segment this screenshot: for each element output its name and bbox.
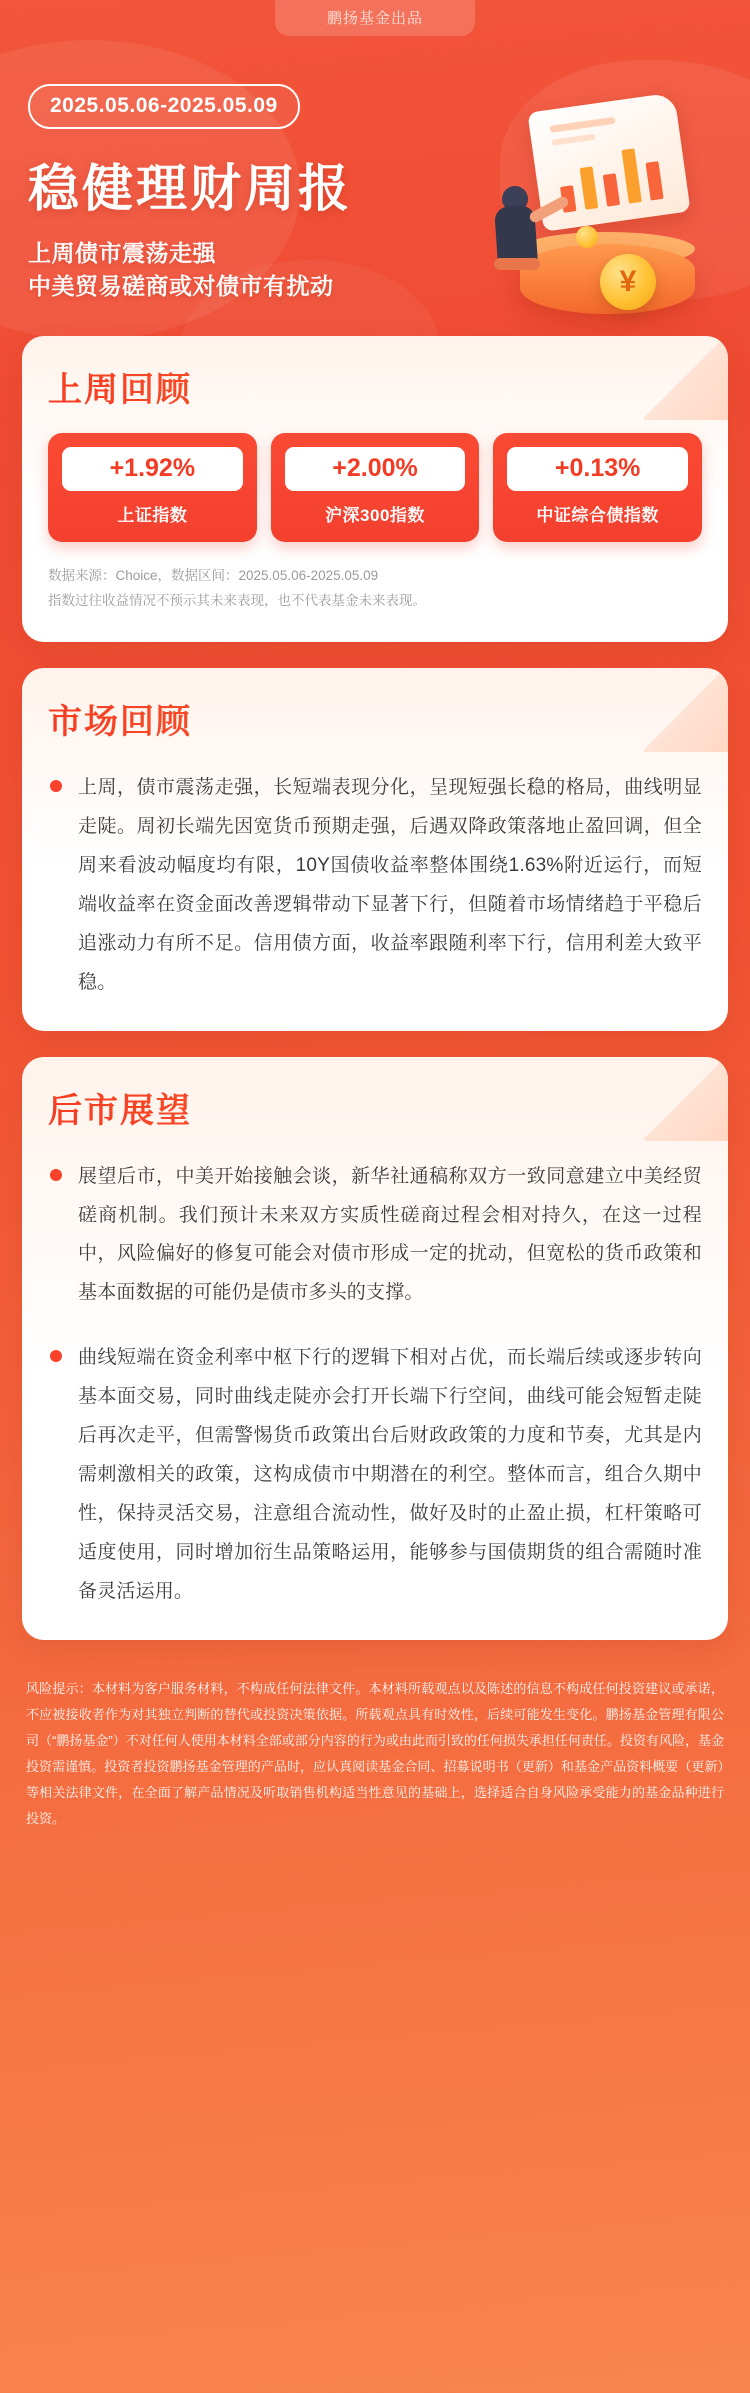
date-range-badge: 2025.05.06-2025.05.09 <box>28 84 300 129</box>
stat-item <box>48 433 257 542</box>
stat-label: 沪深300指数 <box>325 506 425 525</box>
outlook-paragraph-row <box>48 1158 702 1314</box>
data-source-line1: 数据来源：Choice，数据区间：2025.05.06-2025.05.09 <box>48 568 379 583</box>
market-review-card <box>22 668 728 1031</box>
index-stats-row <box>48 433 702 542</box>
document-line <box>551 134 595 146</box>
chart-bar <box>603 173 620 206</box>
hero-illustration <box>480 94 740 334</box>
coin-small-icon <box>576 226 598 248</box>
stat-item <box>271 433 480 542</box>
review-card <box>22 336 728 642</box>
hero-section <box>0 36 750 336</box>
stat-value: +2.00% <box>285 447 466 491</box>
outlook-paragraph: 曲线短端在资金利率中枢下行的逻辑下相对占优，而长端后续或逐步转向基本面交易，同时曲线走陡亦会打开长端下行空间，曲线可能会短暂走陡后再次走平，但需警惕货币政策出台后财政政策的力度和节奏，尤其是内需刺激相关的政策，这构成债市中期潜在的利空。整体而言，组合久期中性，保持灵活交易，注意组合流动性，做好及时的止盈止损，杠杆策略可适度使用，同时增加衍生品策略运用，能够参与国债期货的组合需随时准备灵活运用。 <box>78 1347 702 1602</box>
risk-disclaimer: 风险提示：本材料为客户服务材料，不构成任何法律文件。本材料所载观点以及陈述的信息不构成任何投资建议或承诺，不应被接收者作为对其独立判断的替代或投资决策依据。所载观点具有时效性，后续可能发生变化。鹏扬基金管理有限公司（“鹏扬基金”）不对任何人使用本材料全部或部分内容的行为或由此而引致的任何损失承担任何责任。投资有风险，基金投资需谨慎。投资者投资鹏扬基金管理的产品时，应认真阅读基金合同、招募说明书（更新）和基金产品资料概要（更新）等相关法律文件，在全面了解产品情况及听取销售机构适当性意见的基础上，选择适合自身风险承受能力的基金品种进行投资。 <box>26 1680 724 1826</box>
hero-subtitle-line1: 上周债市震荡走强 <box>28 240 216 266</box>
bullet-dot-icon <box>50 780 62 792</box>
outlook-paragraph-row <box>48 1339 702 1612</box>
outlook-paragraph: 展望后市，中美开始接触会谈，新华社通稿称双方一致同意建立中美经贸磋商机制。我们预计未来双方实质性磋商过程会相对持久，在这一过程中，风险偏好的修复可能会对债市形成一定的扰动，但宽松的货币政策和基本面数据的可能仍是债市多头的支撑。 <box>78 1165 702 1304</box>
data-source-note <box>48 564 702 614</box>
hero-subtitle-line2: 中美贸易磋商或对债市有扰动 <box>28 273 334 300</box>
review-card-title: 上周回顾 <box>48 362 702 411</box>
stat-label: 中证综合债指数 <box>536 506 659 525</box>
stat-value: +1.92% <box>62 447 243 491</box>
page-title: 稳健理财周报 <box>28 160 353 217</box>
outlook-title: 后市展望 <box>48 1083 702 1132</box>
outlook-card <box>22 1057 728 1640</box>
chart-bar <box>621 148 641 203</box>
chart-bar <box>580 166 599 209</box>
market-review-title: 市场回顾 <box>48 694 702 743</box>
publisher-pill: 鹏扬基金出品 <box>275 0 475 36</box>
document-line <box>549 117 615 133</box>
chart-bar <box>645 161 663 200</box>
data-source-line2: 指数过往收益情况不预示其未来表现，也不代表基金未来表现。 <box>48 592 426 608</box>
coin-icon: ¥ <box>600 254 656 310</box>
market-review-paragraph-row <box>48 769 702 1003</box>
stat-label: 上证指数 <box>117 506 188 525</box>
market-review-paragraph: 上周，债市震荡走强，长短端表现分化，呈现短强长稳的格局，曲线明显走陡。周初长端先因宽货币预期走强，后遇双降政策落地止盈回调，但全周来看波动幅度均有限，10Y国债收益率整体围绕1.63%附近运行，而短端收益率在资金面改善逻辑带动下显著下行，但随着市场情绪趋于平稳后追涨动力有所不足。信用债方面，收益率跟随利率下行，信用利差大致平稳。 <box>78 776 702 993</box>
stat-item <box>493 433 702 542</box>
person-leg-shape <box>494 258 540 270</box>
bullet-dot-icon <box>50 1350 62 1362</box>
stat-value: +0.13% <box>507 447 688 491</box>
bullet-dot-icon <box>50 1169 62 1181</box>
